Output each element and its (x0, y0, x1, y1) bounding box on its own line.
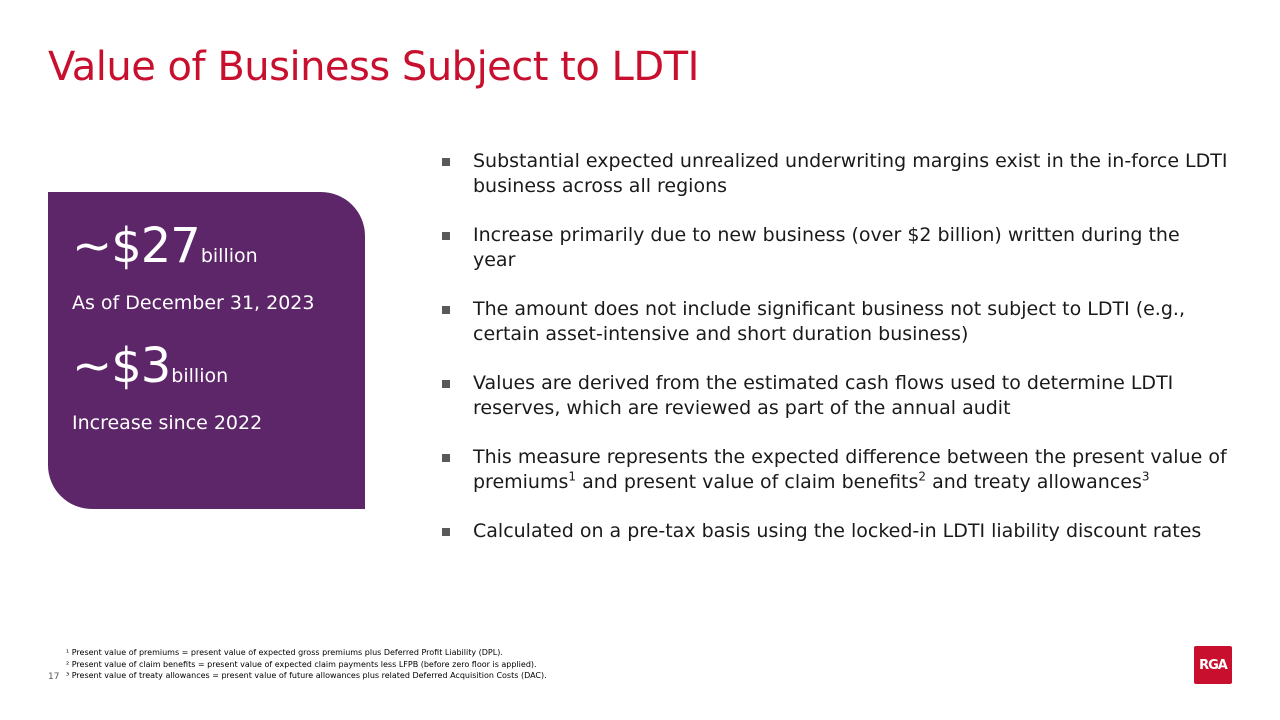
logo-text: RGA (1199, 657, 1227, 673)
page-title: Value of Business Subject to LDTI (48, 44, 699, 90)
square-bullet-icon (442, 380, 450, 388)
footnote-ref-3: 3 (1141, 469, 1150, 484)
square-bullet-icon (442, 306, 450, 314)
stat-caption: Increase since 2022 (72, 412, 263, 434)
bullet-text: The amount does not include significant business not subject to LDTI (e.g., certain asset-intensive and short duration business) (473, 298, 1185, 345)
footnote: ² Present value of claim benefits = present value of expected claim payments less LFPB (before zero floor is applied). (66, 659, 537, 669)
bullet-text: This measure represents the expected difference between the present value of premiums$^1$ and present value of claim benefits$^2$ and treaty allowances$^3$ (473, 446, 1227, 493)
stat-caption: As of December 31, 2023 (72, 292, 315, 314)
bullet-text: Calculated on a pre-tax basis using the locked-in LDTI liability discount rates (473, 520, 1202, 542)
list-item (442, 445, 1232, 495)
list-item (442, 519, 1232, 544)
square-bullet-icon (442, 454, 450, 462)
square-bullet-icon (442, 232, 450, 240)
page-number: 17 (48, 672, 60, 682)
stat-unit: billion (171, 365, 229, 387)
bullet-text: Values are derived from the estimated cash flows used to determine LDTI reserves, which are reviewed as part of the annual audit (473, 372, 1174, 419)
footnote-ref-1: 1 (568, 469, 577, 484)
footnote: ¹ Present value of premiums = present value of expected gross premiums plus Deferred Profit Liability (DPL). (66, 648, 503, 657)
bullet-list (442, 149, 1232, 568)
stat-value: ~$3 (72, 338, 171, 394)
footnote-ref-2: 2 (918, 469, 927, 484)
bullet-text: Increase primarily due to new business (over $2 billion) written during the year (473, 224, 1180, 271)
stat-value: ~$27 (72, 218, 200, 274)
square-bullet-icon (442, 158, 450, 166)
stat-unit: billion (200, 245, 258, 267)
stat-block-increase (72, 338, 365, 434)
footnotes (66, 647, 547, 682)
list-item (442, 149, 1232, 199)
bullet-text: Substantial expected unrealized underwriting margins exist in the in-force LDTI business across all regions (473, 150, 1228, 197)
summary-card (48, 192, 365, 509)
square-bullet-icon (442, 528, 450, 536)
footnote: ³ Present value of treaty allowances = present value of future allowances plus related Deferred Acquisition Costs (DAC). (66, 671, 547, 680)
list-item (442, 297, 1232, 347)
list-item (442, 223, 1232, 273)
stat-block-value-of-business (72, 218, 365, 314)
list-item (442, 371, 1232, 421)
rga-logo (1194, 646, 1232, 684)
